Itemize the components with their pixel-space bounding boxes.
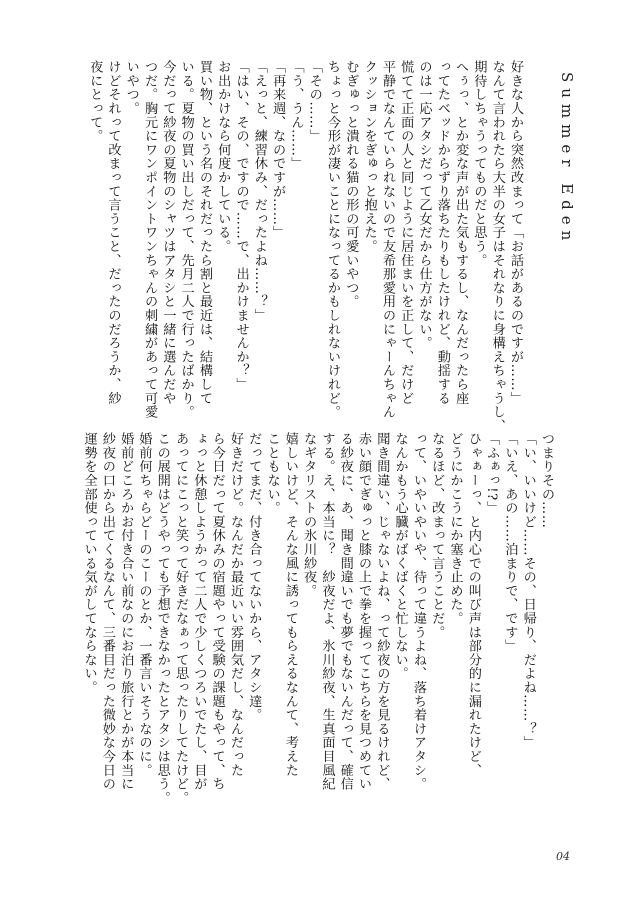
text-line: 「再来週、なのですが……」 — [270, 60, 286, 240]
text-line: なギタリストの氷川紗夜。 — [301, 432, 317, 598]
text-line: あってにこっと笑って好きだなぁって思ったりしてたけど。 — [173, 432, 189, 805]
text-line: へぅっ、とか変な声が出た気もするし、なんだったら座 — [453, 60, 469, 405]
text-line: 嬉しいけど、そんな風に誘ってもらえるなんて、考えた — [282, 432, 298, 777]
text-line: 婚前何ちゃらどーのこーのとか、一番言いそうなのに。 — [136, 432, 152, 777]
text-line: 期待しちゃうってものだと思う。 — [471, 60, 487, 267]
text-line: 運勢を全部使っている気がしてならない。 — [81, 432, 97, 695]
text-line: する。え、本当に？ 紗夜だよ、氷川紗夜、生真面目風紀 — [319, 432, 335, 791]
text-line: なんかもう心臓がばくばくと忙しない。 — [392, 432, 408, 681]
text-line: 買い物、という名のそれだったら割と最近は、結構して — [196, 60, 212, 405]
text-line: 「い、いいけど……その、日帰り、だよね……？」 — [520, 432, 536, 750]
text-line: 聞き間違い、じゃないよね、って紗夜の方を見るけれど、 — [374, 432, 390, 791]
text-line: って、いやいやいや、待って違うよね、落ち着けアタシ。 — [410, 432, 426, 791]
text-line: 好きだけど。なんだか最近いい雰囲気だし、なんだった — [227, 432, 243, 777]
text-line: ってたベッドからずり落ちたりもしたけれど、動揺する — [434, 60, 450, 405]
text-line: なるほど、改まって言うことだ。 — [429, 432, 445, 639]
text-line: 今だって紗夜の夏物のシャツはアタシと一緒に選んだや — [160, 60, 176, 405]
text-line: むぎゅっと潰れる猫の形の可愛いやつ。 — [343, 60, 359, 309]
text-line: お出かけなら何度かしている。 — [215, 60, 231, 254]
text-line: だってまだ、付き合ってないから、アタシ達。 — [246, 432, 262, 722]
text-line: ひゃぁーっ、と内心での叫び声は部分的に漏れたけど、 — [465, 432, 481, 777]
text-line: る紗夜に、あ、聞き間違いでも夢でもないんだって、確信 — [337, 432, 353, 791]
text-line: ちょっと今形が凄いことになってるかもしれないけれど。 — [325, 60, 341, 419]
text-line: クッションをぎゅっと抱えた。 — [361, 60, 377, 254]
text-line: こともない。 — [264, 432, 280, 515]
text-line: 婚前どころかお付き合い前なのにお泊り旅行とかが本当に — [118, 432, 134, 791]
text-line: なんて言われたら大半の女子はそれなりに身構えちゃうし、 — [489, 60, 505, 433]
text-line: のは一応アタシだって乙女だから仕方がない。 — [416, 60, 432, 350]
text-line: ょっと休憩しようかって二人で少しくつろいでたし、目が — [191, 432, 207, 791]
text-line: 「その……」 — [306, 60, 322, 143]
text-line: 「えっと、練習休み、だったよね……？」 — [251, 60, 267, 323]
page-number: 04 — [556, 850, 570, 863]
text-line: つまりその…… — [539, 432, 554, 529]
text-line: 「ふぁっ!?」 — [484, 432, 500, 515]
text-line: どうにかこうにか塞き止めた。 — [447, 432, 463, 626]
text-line: 「う、うん……」 — [288, 60, 304, 171]
text-line: けどそれって改まって言うこと、だったのだろうか、紗 — [105, 60, 121, 405]
text-line: 「はい、その、ですので……で、出かけませんか？」 — [233, 60, 249, 392]
text-block-top — [50, 60, 524, 433]
text-line: ら今日だって夏休みの宿題やって受験の課題もやって、ち — [209, 432, 225, 791]
text-line: 慌てて正面の人と同じように居住まいを正して、だけど — [398, 60, 414, 405]
text-line: 平静でなんていられないので友希那愛用のにゃーんちゃん — [379, 60, 395, 419]
text-line: この展開はどうやっても予想できなかったとアタシは思う。 — [154, 432, 170, 805]
text-block-bottom — [50, 432, 555, 832]
text-line: 夜にとって。 — [87, 60, 103, 143]
text-line: 赤い顔でぎゅっと膝の上で拳を握ってこちらを見つめてい — [356, 432, 372, 791]
text-line: いる。夏物の買い出しだって、先月二人で行ったばかり。 — [178, 60, 194, 419]
text-line: 好きな人から突然改まって「お話があるのですが……」 — [508, 60, 523, 405]
text-line: つだ。胸元にワンポイントワンちゃんの刺繍があって可愛 — [142, 60, 158, 419]
text-line: いやつ。 — [123, 60, 139, 116]
text-line: 紗夜の口から出てくるなんて、三番目だった微妙な今日の — [99, 432, 115, 791]
text-line: 「いえ、あの……泊まりで、です」 — [502, 432, 518, 653]
chapter-title: Summer Eden — [558, 72, 576, 247]
